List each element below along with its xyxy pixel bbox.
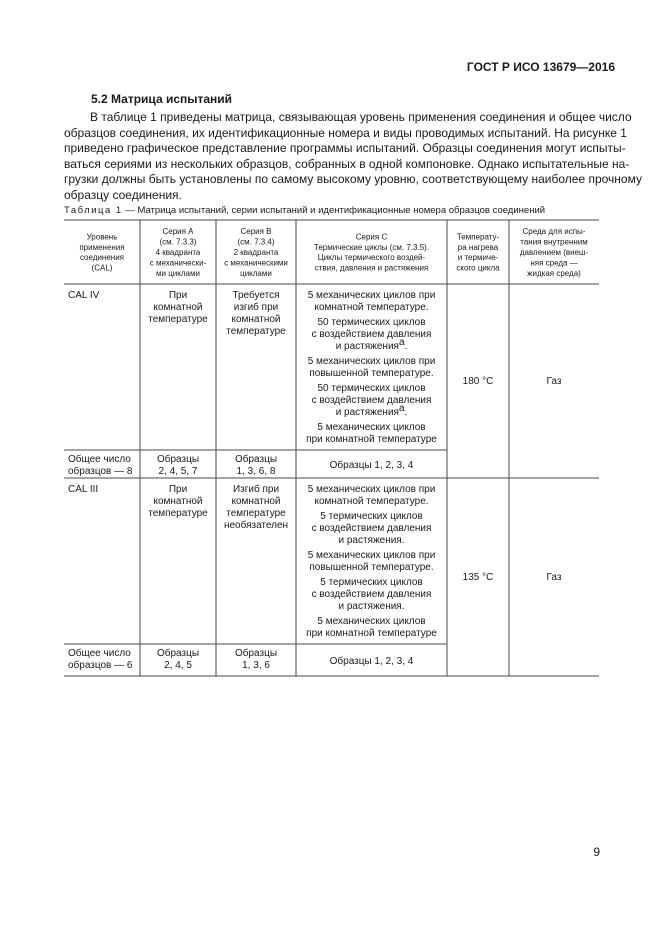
header-cell-text: соединения <box>79 253 125 263</box>
samples-series-a: Образцы <box>156 648 200 659</box>
series-c-text: и растяженияa. <box>335 403 408 418</box>
samples-series-b: 1, 3, 6, 8 <box>236 466 276 477</box>
series-c-text: комнатной температуре. <box>314 496 429 507</box>
cal-level: CAL IV <box>68 290 100 301</box>
header-cell-text: ского цикла <box>456 263 500 273</box>
series-c-text: с воздействием давления <box>311 329 432 340</box>
paragraph-line: В таблице 1 приведены матрица, связывающая уровень применения соединения и общее число <box>90 110 632 124</box>
series-c-text: 50 термических циклов <box>317 317 426 328</box>
paragraph-line: ваться сериями из нескольких образцов, собранных в одной компоновке. Однако испытательные на- <box>64 156 630 171</box>
series-c-text: при комнатной температуре <box>306 628 437 639</box>
series-a-text: температуре <box>148 314 208 325</box>
series-a-text: комнатной <box>153 302 203 313</box>
header-cell-text: 2 квадранта <box>233 248 279 257</box>
series-b-text: комнатной <box>231 314 281 325</box>
series-a-text: При <box>168 484 188 495</box>
header-cell-text: Уровень <box>86 232 118 242</box>
header-cell-text: циклами <box>240 268 272 278</box>
header-cell-text: Серия С <box>355 232 388 242</box>
heating-temperature: 180 °С <box>462 376 494 387</box>
series-c-text: комнатной температуре. <box>314 302 429 313</box>
series-c-text: с воздействием давления <box>311 589 432 600</box>
heating-temperature: 135 °С <box>462 572 494 583</box>
samples-series-b: Образцы <box>234 648 278 659</box>
series-a-text: температуре <box>148 508 208 519</box>
table-caption-text: — Матрица испытаний, серии испытаний и идентификационные номера образцов соединений <box>122 205 546 216</box>
footnote-end: . <box>404 407 408 418</box>
test-medium: Газ <box>546 376 562 387</box>
series-c-text: 5 механических циклов при <box>307 356 436 367</box>
series-c-text: 5 термических циклов <box>320 511 423 522</box>
header-cell-text: Среда для испы- <box>522 227 586 237</box>
table-caption-label: Таблица 1 <box>64 205 123 216</box>
header-cell-text: с механическими <box>224 258 288 268</box>
header-cell-text: применения <box>79 242 125 252</box>
series-c-text: 5 механических циклов при <box>307 290 436 301</box>
series-a-text: При <box>168 290 188 301</box>
series-b-text: Изгиб при <box>232 484 280 495</box>
series-b-text: комнатной <box>231 496 281 507</box>
series-c-text: при комнатной температуре <box>306 434 437 445</box>
series-c-text: 5 термических циклов <box>320 577 423 588</box>
paragraph-line: грузки должны быть установлены по самому высокому уровню, соответствующему наиболее прочному <box>64 172 642 187</box>
series-c-text: 5 механических циклов при <box>307 550 436 561</box>
series-a-text: комнатной <box>153 496 203 507</box>
header-cell-text: Циклы термического воздей- <box>317 253 426 263</box>
series-c-text: с воздействием давления <box>311 523 432 534</box>
series-b-text: изгиб при <box>233 302 279 313</box>
header-cell-text: Серия В <box>240 227 272 237</box>
header-cell-text: няя среда — <box>530 258 578 268</box>
header-cell-text: Серия А <box>162 227 194 237</box>
header-cell-text: и термиче- <box>457 253 499 263</box>
page-number: 9 <box>593 845 600 859</box>
header-cell-text: тания внутренним <box>520 237 588 247</box>
header-cell-text: жидкая среда) <box>527 268 581 278</box>
cal-level: CAL III <box>68 484 99 495</box>
header-cell-text: 4 квадранта <box>155 248 201 257</box>
footnote-marker: a <box>398 403 405 414</box>
footnote-end: . <box>404 341 408 352</box>
paragraph-line: образцов соединения, их идентификационные номера и виды проводимых испытаний. На рисунке 1 <box>64 125 627 140</box>
total-sample-count: Общее число <box>68 648 131 659</box>
document-code: ГОСТ Р ИСО 13679—2016 <box>466 60 615 74</box>
series-b-text: необязателен <box>223 520 289 531</box>
total-sample-count: образцов — 8 <box>68 466 133 477</box>
series-c-text: 5 механических циклов при <box>307 484 436 495</box>
footnote-marker: a <box>398 337 405 348</box>
total-sample-count: Общее число <box>68 454 131 465</box>
header-cell-text: с механически- <box>149 258 207 268</box>
series-c-text: и растяжения. <box>338 601 405 612</box>
samples-series-a: 2, 4, 5, 7 <box>158 466 198 477</box>
header-cell-text: давлением (внеш- <box>519 248 589 257</box>
samples-series-a: Образцы <box>156 454 200 465</box>
series-c-text: 50 термических циклов <box>317 383 426 394</box>
header-cell-text: Термические циклы (см. 7.3.5). <box>313 242 430 252</box>
series-c-text: и растяжения. <box>338 535 405 546</box>
series-c-text: и растяженияa. <box>335 337 408 352</box>
header-cell-text: ствия, давления и растяжения <box>314 263 429 273</box>
header-cell-text: (см. 7.3.3) <box>159 237 197 247</box>
series-c-text: 5 механических циклов <box>317 616 426 627</box>
series-c-text: с воздействием давления <box>311 395 432 406</box>
samples-series-c: Образцы 1, 2, 3, 4 <box>329 656 414 667</box>
header-cell-text: ра нагрева <box>457 242 499 252</box>
series-b-text: температуре <box>226 508 286 519</box>
series-b-text: температуре <box>226 326 286 337</box>
samples-series-b: 1, 3, 6 <box>242 660 270 671</box>
samples-series-c: Образцы 1, 2, 3, 4 <box>329 460 414 471</box>
samples-series-a: 2, 4, 5 <box>164 660 192 671</box>
header-cell-text: (см. 7.3.4) <box>237 237 275 247</box>
section-title: 5.2 Матрица испытаний <box>91 92 233 106</box>
paragraph-line: образцу соединения. <box>64 187 182 202</box>
paragraph-line: приведено графическое представление программы испытаний. Образцы соединения могут испыты- <box>64 141 626 156</box>
series-b-text: Требуется <box>232 290 280 301</box>
header-cell-text: Температу- <box>456 232 500 242</box>
test-medium: Газ <box>546 572 562 583</box>
header-cell-text: ми циклами <box>156 268 200 278</box>
samples-series-b: Образцы <box>234 454 278 465</box>
series-c-text: повышенной температуре. <box>309 562 434 573</box>
header-cell-text: (CAL) <box>91 263 113 273</box>
series-c-text: повышенной температуре. <box>309 368 434 379</box>
series-c-text: 5 механических циклов <box>317 422 426 433</box>
total-sample-count: образцов — 6 <box>68 660 133 671</box>
